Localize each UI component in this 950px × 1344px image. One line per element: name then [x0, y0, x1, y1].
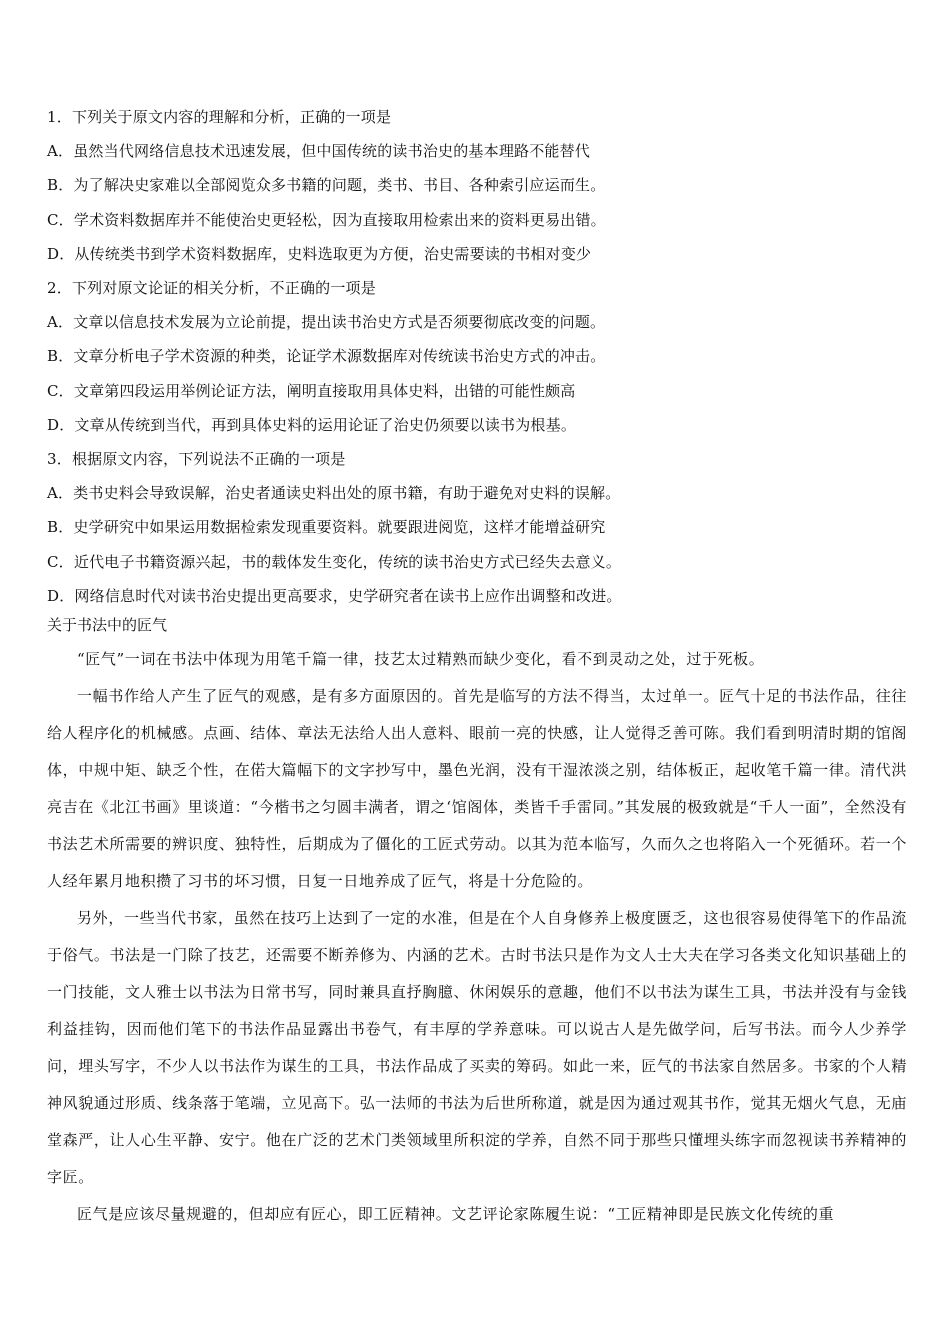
question-2-option-b: B．文章分析电子学术资源的种类，论证学术源数据库对传统读书治史方式的冲击。	[47, 347, 606, 366]
question-3-option-d: D．网络信息时代对读书治史提出更高要求，史学研究者在读书上应作出调整和改进。	[47, 586, 622, 605]
passage-paragraph-3: 另外，一些当代书家，虽然在技巧上达到了一定的水准，但是在个人自身修养上极度匮乏，这也很容易使得笔下的作品流于俗气。书法是一门除了技艺，还需要不断养修为、内涵的艺术。古时书法只是作为文人士大夫在学习各类文化知识基础上的一门技能，文人雅士以书法为日常书写，同时兼具直抒胸臆、休闲娱乐的意趣，他们不以书法为谋生工具，书法并没有与金钱利益挂钩，因而他们笔下的书法作品显露出书卷气，有丰厚的学养意味。可以说古人是先做学问，后写书法。而今人少养学问，埋头写字，不少人以书法作为谋生的工具，书法作品成了买卖的筹码。如此一来，匠气的书法家自然居多。书家的个人精神风貌通过形质、线条落于笔端，立见高下。弘一法师的书法为后世所称道，就是因为通过观其书作，觉其无烟火气息，无庙堂森严，让人心生平静、安宁。他在广泛的艺术门类领域里所积淀的学养，自然不同于那些只懂埋头练字而忽视读书养精神的字匠。	[47, 909, 907, 1186]
passage-paragraph-1: “匠气”一词在书法中体现为用笔千篇一律，技艺太过精熟而缺少变化，看不到灵动之处，过于死板。	[77, 650, 765, 668]
question-2-option-c: C．文章第四段运用举例论证方法，阐明直接取用具体史料，出错的可能性颇高	[47, 381, 576, 400]
question-3-option-a: A．类书史料会导致误解，治史者通读史料出处的原书籍，有助于避免对史料的误解。	[47, 484, 621, 503]
passage-title: 关于书法中的匠气	[47, 616, 168, 634]
question-2-option-d: D．文章从传统到当代，再到具体史料的运用论证了治史仍须要以读书为根基。	[47, 415, 577, 434]
question-list	[47, 100, 907, 613]
passage-paragraph-4: 匠气是应该尽量规避的，但却应有匠心，即工匠精神。文艺评论家陈履生说：“工匠精神即是民族文化传统的重	[77, 1205, 835, 1223]
question-3-stem: 3．根据原文内容，下列说法不正确的一项是	[47, 450, 346, 469]
question-3-option-b: B．史学研究中如果运用数据检索发现重要资料。就要跟进阅览，这样才能增益研究	[47, 518, 606, 537]
question-2-stem: 2．下列对原文论证的相关分析，不正确的一项是	[47, 279, 376, 298]
passage-paragraph-2: 一幅书作给人产生了匠气的观感，是有多方面原因的。首先是临写的方法不得当，太过单一。匠气十足的书法作品，往往给人程序化的机械感。点画、结体、章法无法给人出人意料、眼前一亮的快感，让人觉得乏善可陈。我们看到明清时期的馆阁体，中规中矩、缺乏个性，在偌大篇幅下的文字抄写中，墨色光润，没有干湿浓淡之别，结体板正，起收笔千篇一律。清代洪亮吉在《北江书画》里谈道：“今楷书之匀圆丰满者，谓之‘馆阁体，类皆千手雷同。”其发展的极致就是“千人一面”，全然没有书法艺术所需要的辨识度、独特性，后期成为了僵化的工匠式劳动。以其为范本临写，久而久之也将陷入一个死循环。若一个人经年累月地积攒了习书的坏习惯，日复一日地养成了匠气，将是十分危险的。	[47, 687, 907, 890]
question-1-stem: 1．下列关于原文内容的理解和分析，正确的一项是	[47, 108, 392, 126]
question-1-option-a: A．虽然当代网络信息技术迅速发展，但中国传统的读书治史的基本理路不能替代	[47, 142, 591, 161]
question-1-option-d: D．从传统类书到学术资料数据库，史料选取更为方便，治史需要读的书相对变少	[47, 244, 592, 263]
question-3-option-c: C．近代电子书籍资源兴起，书的载体发生变化，传统的读书治史方式已经失去意义。	[47, 552, 622, 571]
reading-passage	[47, 609, 907, 1233]
question-2-option-a: A．文章以信息技术发展为立论前提，提出读书治史方式是否须要彻底改变的问题。	[47, 313, 606, 332]
question-1-option-b: B．为了解决史家难以全部阅览众多书籍的问题，类书、书目、各种索引应运而生。	[47, 176, 606, 195]
question-1-option-c: C．学术资料数据库并不能使治史更轻松，因为直接取用检索出来的资料更易出错。	[47, 210, 606, 229]
